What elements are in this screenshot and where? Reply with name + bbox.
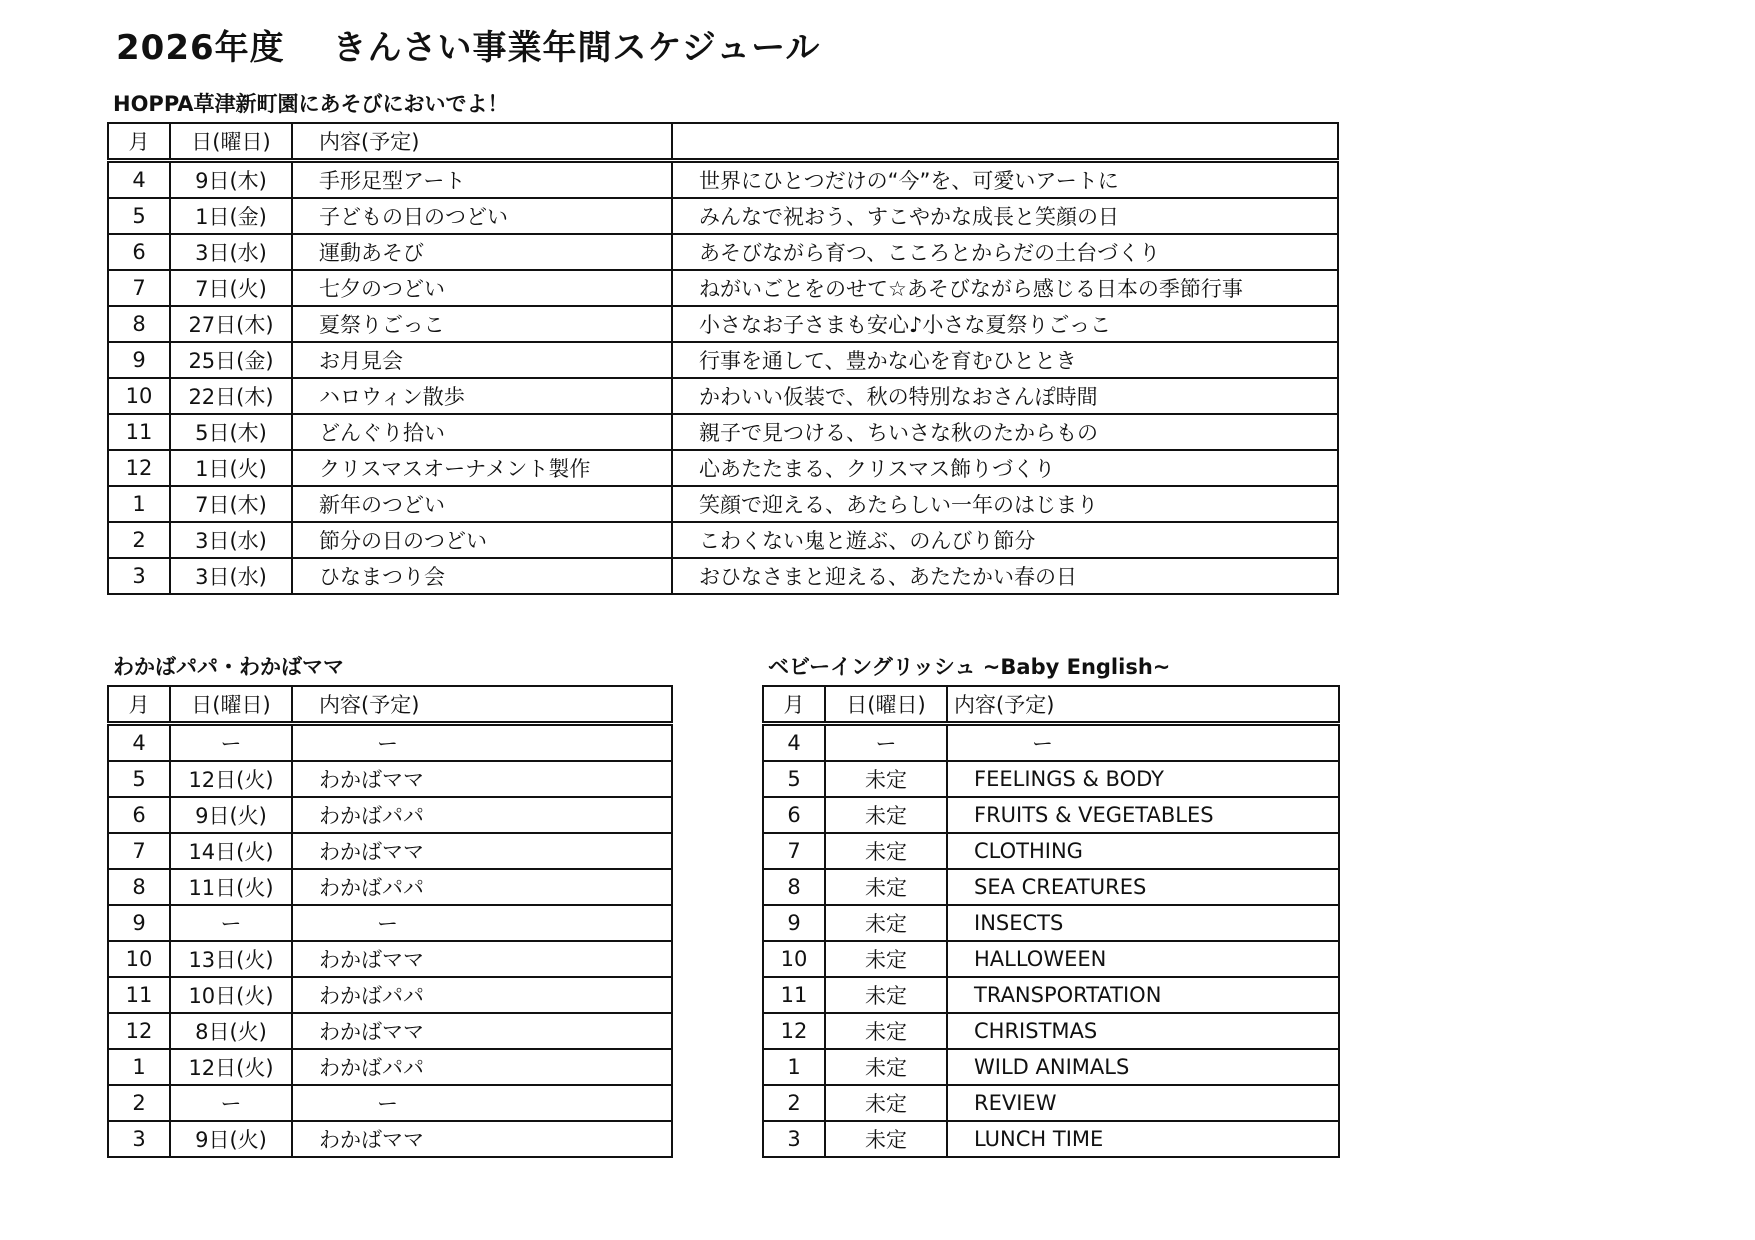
month-cell: 4 [108, 161, 170, 199]
content-cell: 子どもの日のつどい [292, 198, 672, 234]
content-cell: CHRISTMAS [947, 1013, 1339, 1049]
content-cell: WILD ANIMALS [947, 1049, 1339, 1085]
date-cell: 未定 [825, 1121, 947, 1157]
date-cell: 13日(火) [170, 941, 292, 977]
content-cell: どんぐり拾い [292, 414, 672, 450]
table-row [763, 869, 1339, 905]
table-row [763, 1085, 1339, 1121]
wakaba-header-row [108, 686, 672, 724]
month-cell: 5 [108, 198, 170, 234]
date-cell: ー [170, 1085, 292, 1121]
date-cell: ー [170, 905, 292, 941]
month-cell: 4 [763, 724, 825, 762]
header-month: 月 [108, 686, 170, 724]
content-cell: ー [292, 1085, 672, 1121]
table-row [108, 977, 672, 1013]
table-row [763, 977, 1339, 1013]
month-cell: 6 [763, 797, 825, 833]
date-cell: 未定 [825, 905, 947, 941]
month-cell: 11 [763, 977, 825, 1013]
date-cell: 未定 [825, 797, 947, 833]
month-cell: 7 [108, 270, 170, 306]
month-cell: 7 [108, 833, 170, 869]
header-date: 日(曜日) [170, 123, 292, 161]
hoppa-section-title: HOPPA草津新町園にあそびにおいでよ！ [113, 92, 509, 116]
date-cell: 3日(水) [170, 522, 292, 558]
table-row [108, 306, 1338, 342]
content-cell: クリスマスオーナメント製作 [292, 450, 672, 486]
date-cell: ー [170, 724, 292, 762]
content-cell: CLOTHING [947, 833, 1339, 869]
header-description [672, 123, 1338, 161]
table-row [108, 941, 672, 977]
description-cell: 小さなお子さまも安心♪小さな夏祭りごっこ [672, 306, 1338, 342]
date-cell: 3日(水) [170, 558, 292, 594]
table-row [108, 234, 1338, 270]
table-row [763, 1013, 1339, 1049]
english-header-row [763, 686, 1339, 724]
date-cell: 8日(火) [170, 1013, 292, 1049]
table-row [763, 797, 1339, 833]
month-cell: 3 [108, 1121, 170, 1157]
date-cell: 14日(火) [170, 833, 292, 869]
date-cell: 27日(木) [170, 306, 292, 342]
description-cell: 親子で見つける、ちいさな秋のたからもの [672, 414, 1338, 450]
content-cell: 運動あそび [292, 234, 672, 270]
description-cell: こわくない鬼と遊ぶ、のんびり節分 [672, 522, 1338, 558]
table-row [108, 905, 672, 941]
date-cell: 25日(金) [170, 342, 292, 378]
date-cell: 未定 [825, 833, 947, 869]
table-row [108, 270, 1338, 306]
content-cell: わかばママ [292, 833, 672, 869]
table-row [108, 724, 672, 762]
date-cell: 12日(火) [170, 761, 292, 797]
table-row [108, 161, 1338, 199]
description-cell: おひなさまと迎える、あたたかい春の日 [672, 558, 1338, 594]
header-date: 日(曜日) [825, 686, 947, 724]
table-row [108, 761, 672, 797]
header-content: 内容(予定) [947, 686, 1339, 724]
month-cell: 5 [763, 761, 825, 797]
table-row [108, 1013, 672, 1049]
month-cell: 11 [108, 414, 170, 450]
month-cell: 6 [108, 234, 170, 270]
content-cell: ー [292, 905, 672, 941]
description-cell: 世界にひとつだけの“今”を、可愛いアートに [672, 161, 1338, 199]
content-cell: ー [292, 724, 672, 762]
month-cell: 9 [108, 342, 170, 378]
date-cell: 未定 [825, 941, 947, 977]
wakaba-schedule-table [107, 685, 673, 1158]
content-cell: わかばママ [292, 1013, 672, 1049]
content-cell: 新年のつどい [292, 486, 672, 522]
header-month: 月 [108, 123, 170, 161]
header-content: 内容(予定) [292, 686, 672, 724]
month-cell: 2 [108, 1085, 170, 1121]
content-cell: FRUITS & VEGETABLES [947, 797, 1339, 833]
month-cell: 10 [108, 941, 170, 977]
month-cell: 9 [763, 905, 825, 941]
table-row [763, 1049, 1339, 1085]
content-cell: SEA CREATURES [947, 869, 1339, 905]
date-cell: 12日(火) [170, 1049, 292, 1085]
content-cell: 七夕のつどい [292, 270, 672, 306]
table-row [108, 198, 1338, 234]
date-cell: 7日(木) [170, 486, 292, 522]
hoppa-header-row [108, 123, 1338, 161]
description-cell: みんなで祝おう、すこやかな成長と笑顔の日 [672, 198, 1338, 234]
content-cell: TRANSPORTATION [947, 977, 1339, 1013]
content-cell: FEELINGS & BODY [947, 761, 1339, 797]
month-cell: 12 [108, 1013, 170, 1049]
month-cell: 2 [763, 1085, 825, 1121]
english-section-title: ベビーイングリッシュ ~Baby English~ [768, 655, 1171, 679]
table-row [108, 1085, 672, 1121]
content-cell: HALLOWEEN [947, 941, 1339, 977]
description-cell: かわいい仮装で、秋の特別なおさんぽ時間 [672, 378, 1338, 414]
table-row [108, 342, 1338, 378]
month-cell: 1 [108, 1049, 170, 1085]
month-cell: 3 [763, 1121, 825, 1157]
month-cell: 1 [763, 1049, 825, 1085]
month-cell: 7 [763, 833, 825, 869]
month-cell: 10 [763, 941, 825, 977]
date-cell: ー [825, 724, 947, 762]
page-title: 2026年度 きんさい事業年間スケジュール [116, 28, 821, 68]
date-cell: 1日(金) [170, 198, 292, 234]
date-cell: 9日(木) [170, 161, 292, 199]
content-cell: LUNCH TIME [947, 1121, 1339, 1157]
content-cell: ひなまつり会 [292, 558, 672, 594]
month-cell: 12 [108, 450, 170, 486]
month-cell: 10 [108, 378, 170, 414]
content-cell: 手形足型アート [292, 161, 672, 199]
table-row [763, 905, 1339, 941]
content-cell: INSECTS [947, 905, 1339, 941]
date-cell: 未定 [825, 1085, 947, 1121]
content-cell: 夏祭りごっこ [292, 306, 672, 342]
table-row [763, 1121, 1339, 1157]
date-cell: 未定 [825, 977, 947, 1013]
date-cell: 7日(火) [170, 270, 292, 306]
table-row [108, 797, 672, 833]
description-cell: 行事を通して、豊かな心を育むひととき [672, 342, 1338, 378]
month-cell: 12 [763, 1013, 825, 1049]
content-cell: ー [947, 724, 1339, 762]
table-row [763, 833, 1339, 869]
content-cell: わかばママ [292, 761, 672, 797]
month-cell: 8 [108, 306, 170, 342]
month-cell: 3 [108, 558, 170, 594]
date-cell: 9日(火) [170, 1121, 292, 1157]
table-row [763, 941, 1339, 977]
date-cell: 未定 [825, 1049, 947, 1085]
month-cell: 8 [108, 869, 170, 905]
date-cell: 11日(火) [170, 869, 292, 905]
date-cell: 1日(火) [170, 450, 292, 486]
date-cell: 未定 [825, 869, 947, 905]
content-cell: わかばパパ [292, 797, 672, 833]
content-cell: わかばパパ [292, 1049, 672, 1085]
month-cell: 2 [108, 522, 170, 558]
month-cell: 5 [108, 761, 170, 797]
month-cell: 4 [108, 724, 170, 762]
month-cell: 9 [108, 905, 170, 941]
month-cell: 8 [763, 869, 825, 905]
description-cell: ねがいごとをのせて☆あそびながら感じる日本の季節行事 [672, 270, 1338, 306]
table-row [108, 414, 1338, 450]
content-cell: わかばママ [292, 1121, 672, 1157]
content-cell: 節分の日のつどい [292, 522, 672, 558]
content-cell: ハロウィン散歩 [292, 378, 672, 414]
table-row [108, 558, 1338, 594]
header-date: 日(曜日) [170, 686, 292, 724]
english-schedule-table [762, 685, 1340, 1158]
table-row [108, 833, 672, 869]
header-content: 内容(予定) [292, 123, 672, 161]
table-row [108, 869, 672, 905]
description-cell: 心あたたまる、クリスマス飾りづくり [672, 450, 1338, 486]
content-cell: REVIEW [947, 1085, 1339, 1121]
content-cell: わかばパパ [292, 977, 672, 1013]
content-cell: わかばママ [292, 941, 672, 977]
table-row [763, 724, 1339, 762]
date-cell: 未定 [825, 761, 947, 797]
content-cell: お月見会 [292, 342, 672, 378]
description-cell: あそびながら育つ、こころとからだの土台づくり [672, 234, 1338, 270]
table-row [763, 761, 1339, 797]
table-row [108, 1049, 672, 1085]
hoppa-schedule-table [107, 122, 1339, 595]
content-cell: わかばパパ [292, 869, 672, 905]
date-cell: 未定 [825, 1013, 947, 1049]
table-row [108, 486, 1338, 522]
table-row [108, 1121, 672, 1157]
date-cell: 22日(木) [170, 378, 292, 414]
table-row [108, 522, 1338, 558]
table-row [108, 378, 1338, 414]
description-cell: 笑顔で迎える、あたらしい一年のはじまり [672, 486, 1338, 522]
date-cell: 5日(木) [170, 414, 292, 450]
month-cell: 6 [108, 797, 170, 833]
date-cell: 3日(水) [170, 234, 292, 270]
wakaba-section-title: わかばパパ・わかばママ [113, 655, 344, 679]
month-cell: 11 [108, 977, 170, 1013]
date-cell: 9日(火) [170, 797, 292, 833]
header-month: 月 [763, 686, 825, 724]
month-cell: 1 [108, 486, 170, 522]
table-row [108, 450, 1338, 486]
date-cell: 10日(火) [170, 977, 292, 1013]
